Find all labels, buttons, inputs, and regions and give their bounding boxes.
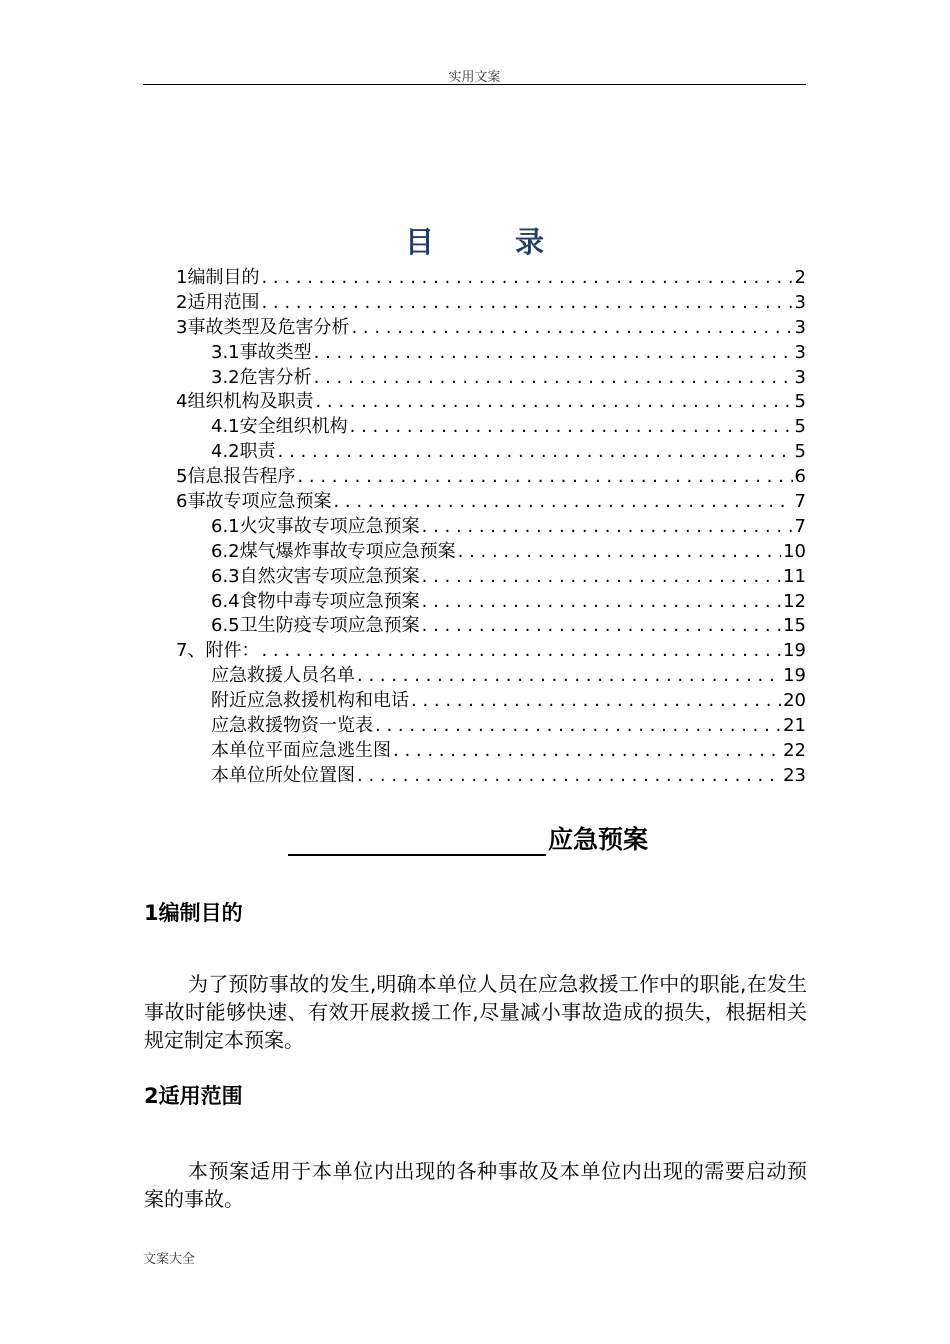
toc-entry-page: 3 xyxy=(794,316,806,338)
toc-entry-text: 2适用范围 xyxy=(176,291,260,313)
toc-entry-page: 6 xyxy=(794,466,806,488)
section-heading-scope: 2适用范围 xyxy=(144,1084,243,1108)
toc-entry-page: 20 xyxy=(783,690,806,712)
toc-entry-text: 7、附件： xyxy=(176,640,260,662)
toc-entry-page: 10 xyxy=(783,540,806,562)
toc-leader-dots xyxy=(261,266,792,291)
toc-entry[interactable] xyxy=(176,316,806,341)
toc-entry-page: 23 xyxy=(783,764,806,786)
toc-entry-text: 6.4食物中毒专项应急预案 xyxy=(211,590,420,612)
toc-leader-dots xyxy=(458,540,781,565)
toc-entry-text: 3.2危害分析 xyxy=(211,366,312,388)
toc-entry[interactable] xyxy=(176,440,806,465)
page-header: 实用文案 xyxy=(448,70,501,85)
toc-entry-text: 3事故类型及危害分析 xyxy=(176,316,350,338)
toc-entry-page: 11 xyxy=(783,565,806,587)
toc-leader-dots xyxy=(315,390,792,415)
toc-entry[interactable] xyxy=(176,764,806,789)
toc-entry-text: 1编制目的 xyxy=(176,267,260,288)
toc-leader-dots xyxy=(411,689,781,714)
toc-entry[interactable] xyxy=(176,266,806,291)
toc-leader-dots xyxy=(261,639,781,664)
toc-entry-text: 6.1火灾事故专项应急预案 xyxy=(211,515,420,537)
toc-entry[interactable] xyxy=(176,714,806,739)
toc-entry-text: 应急救援物资一览表 xyxy=(211,715,373,737)
toc-entry-page: 5 xyxy=(794,441,806,463)
toc-title-left: 目 xyxy=(404,225,435,259)
toc-entry-text: 本单位所处位置图 xyxy=(211,764,355,786)
toc-entry[interactable] xyxy=(176,614,806,639)
toc-entry-text: 5信息报告程序 xyxy=(176,466,296,488)
toc-leader-dots xyxy=(393,739,781,764)
toc-entry-page: 5 xyxy=(794,416,806,438)
toc-leader-dots xyxy=(314,341,793,366)
toc-entry-page: 21 xyxy=(783,715,806,737)
toc-entry-page: 19 xyxy=(783,640,806,662)
toc-entry-page: 3 xyxy=(794,341,806,363)
toc-entry[interactable] xyxy=(176,490,806,515)
page-footer: 文案大全 xyxy=(143,1252,196,1267)
toc-leader-dots xyxy=(422,590,781,615)
toc-entry-text: 3.1事故类型 xyxy=(211,341,312,363)
toc-entry-text: 6.5卫生防疫专项应急预案 xyxy=(211,615,420,637)
toc-entry-page: 7 xyxy=(794,515,806,537)
toc-entry-text: 本单位平面应急逃生图 xyxy=(211,739,391,761)
toc-leader-dots xyxy=(357,664,781,689)
toc-leader-dots xyxy=(333,490,792,515)
toc-entry-text: 4组织机构及职责 xyxy=(176,391,314,413)
toc-leader-dots xyxy=(422,565,781,590)
toc-entry-page: 5 xyxy=(794,391,806,413)
toc-leader-dots xyxy=(375,714,781,739)
document-title-text: 应急预案 xyxy=(548,825,649,854)
toc-entry-text: 6事故专项应急预案 xyxy=(176,491,332,513)
toc-entry[interactable] xyxy=(176,366,806,391)
toc-entry-page: 3 xyxy=(794,291,806,313)
toc-entry-page: 22 xyxy=(783,739,806,761)
toc-entry-text: 附近应急救援机构和电话 xyxy=(211,690,409,712)
title-blank-line xyxy=(288,824,546,856)
document-title xyxy=(288,820,648,856)
toc-entry-page: 15 xyxy=(783,615,806,637)
toc-entry[interactable] xyxy=(176,291,806,316)
toc-leader-dots xyxy=(350,415,793,440)
toc-entry-text: 应急救援人员名单 xyxy=(211,665,355,687)
toc-leader-dots xyxy=(422,614,781,639)
header-divider xyxy=(143,84,806,85)
toc-entry-text: 4.1安全组织机构 xyxy=(211,416,348,438)
toc-entry[interactable] xyxy=(176,565,806,590)
toc-leader-dots xyxy=(422,515,793,540)
section-heading-purpose: 1编制目的 xyxy=(144,901,243,925)
section-body-purpose: 为了预防事故的发生,明确本单位人员在应急救援工作中的职能,在发生事故时能够快速、有效开展救援工作,尽量减小事故造成的损失，根据相关规定制定本预案。 xyxy=(144,972,807,1052)
toc-entry[interactable] xyxy=(176,590,806,615)
toc-entry[interactable] xyxy=(176,739,806,764)
toc-entry[interactable] xyxy=(176,415,806,440)
toc-leader-dots xyxy=(297,465,792,490)
toc-entry-page: 2 xyxy=(794,267,806,288)
toc-title-right: 录 xyxy=(515,225,546,259)
toc-entry[interactable] xyxy=(176,465,806,490)
toc-leader-dots xyxy=(278,440,793,465)
toc-entry[interactable] xyxy=(176,341,806,366)
toc-entry[interactable] xyxy=(176,515,806,540)
toc-entry-page: 7 xyxy=(794,491,806,513)
toc-leader-dots xyxy=(351,316,792,341)
toc-entry[interactable] xyxy=(176,664,806,689)
toc-entry-text: 6.2煤气爆炸事故专项应急预案 xyxy=(211,540,456,562)
toc-entry[interactable] xyxy=(176,390,806,415)
toc-leader-dots xyxy=(314,366,793,391)
toc-entry-page: 12 xyxy=(783,590,806,612)
toc-entry[interactable] xyxy=(176,639,806,664)
toc-entry-page: 19 xyxy=(783,665,806,687)
toc-entry-page: 3 xyxy=(794,366,806,388)
toc-title xyxy=(0,220,950,261)
toc-entry-text: 4.2职责 xyxy=(211,441,276,463)
toc-leader-dots xyxy=(357,764,781,789)
toc-entry[interactable] xyxy=(176,689,806,714)
toc-leader-dots xyxy=(261,291,792,316)
section-body-scope: 本预案适用于本单位内出现的各种事故及本单位内出现的需要启动预案的事故。 xyxy=(144,1159,807,1211)
toc-entry-text: 6.3自然灾害专项应急预案 xyxy=(211,565,420,587)
table-of-contents xyxy=(176,266,806,789)
toc-entry[interactable] xyxy=(176,540,806,565)
